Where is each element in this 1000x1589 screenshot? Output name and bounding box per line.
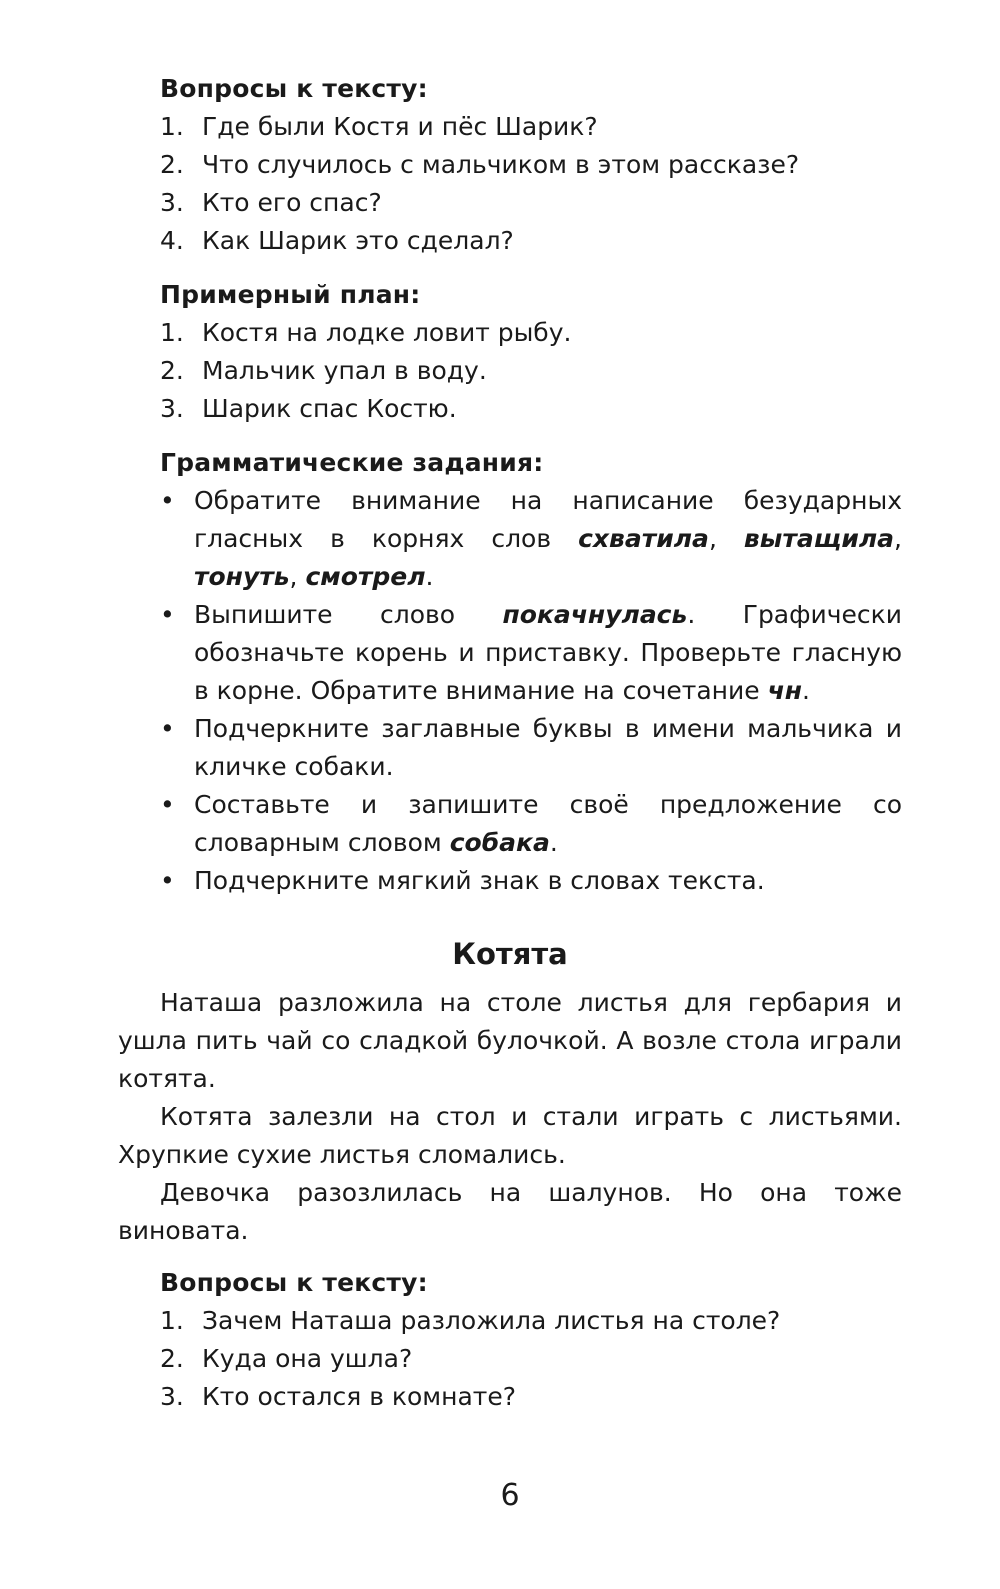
item-number: 3. (160, 188, 184, 217)
item-text: Мальчик упал в воду. (202, 356, 487, 385)
plan-item (160, 352, 920, 390)
task-text: Обратите внимание на написание безударных гласных в корнях слов (194, 486, 902, 553)
emphasized-word: вытащила (743, 524, 895, 553)
item-text: Что случилось с мальчиком в этом рассказе? (202, 150, 800, 179)
grammar-task (160, 482, 902, 596)
question-item (160, 146, 920, 184)
questions-heading: Вопросы к тексту: (160, 1268, 428, 1297)
emphasized-word: смотрел (305, 562, 426, 591)
item-number: 4. (160, 226, 184, 255)
emphasized-word: собака (449, 828, 550, 857)
question-item (160, 222, 920, 260)
item-text: Костя на лодке ловит рыбу. (202, 318, 572, 347)
question-item (160, 1340, 920, 1378)
question-item (160, 1302, 920, 1340)
plan-item (160, 314, 920, 352)
bullet-marker: • (160, 486, 175, 515)
item-text: Зачем Наташа разложила листья на столе? (202, 1306, 781, 1335)
item-number: 3. (160, 1382, 184, 1411)
questions-heading: Вопросы к тексту: (160, 74, 428, 103)
task-text: Выпишите слово (194, 600, 503, 629)
story-paragraph: Девочка разозлилась на шалунов. Но она тоже виновата. (118, 1178, 902, 1245)
grammar-task (160, 596, 902, 710)
task-text: Подчеркните мягкий знак в словах текста. (194, 866, 765, 895)
story-title: Котята (452, 937, 568, 971)
item-number: 2. (160, 1344, 184, 1373)
item-text: Куда она ушла? (202, 1344, 413, 1373)
item-text: Шарик спас Костю. (202, 394, 457, 423)
item-text: Кто его спас? (202, 188, 382, 217)
question-item (160, 184, 920, 222)
task-text: . (425, 562, 434, 591)
story-paragraph: Наташа разложила на столе листья для гербария и ушла пить чай со сладкой булочкой. А возле стола играли котята. (118, 988, 902, 1093)
item-text: Кто остался в комнате? (202, 1382, 517, 1411)
task-text: Составьте и запишите своё предложение со словарным словом (194, 790, 902, 857)
bullet-marker: • (160, 866, 175, 895)
item-number: 1. (160, 112, 184, 141)
emphasized-word: покачнулась (502, 600, 688, 629)
item-number: 2. (160, 150, 184, 179)
task-text: . (802, 676, 810, 705)
item-text: Где были Костя и пёс Шарик? (202, 112, 598, 141)
questions-list (160, 1302, 920, 1416)
plan-list (160, 314, 920, 428)
grammar-task (160, 862, 902, 900)
task-text: . Графически обозначьте корень и приставку. Проверьте гласную в корне. Обратите внимание на сочетание (194, 600, 902, 705)
grammar-heading: Грамматические задания: (160, 448, 544, 477)
plan-heading: Примерный план: (160, 280, 421, 309)
grammar-task-list (160, 482, 902, 900)
bullet-marker: • (160, 600, 175, 629)
task-text: . (549, 828, 558, 857)
question-item (160, 1378, 920, 1416)
bullet-marker: • (160, 790, 175, 819)
questions-list (160, 108, 920, 260)
grammar-task (160, 710, 902, 786)
task-text: Подчеркните заглавные буквы в имени мальчика и кличке собаки. (194, 714, 902, 781)
task-text: , (289, 562, 306, 591)
question-item (160, 108, 920, 146)
task-text: , (708, 524, 744, 553)
item-number: 1. (160, 318, 184, 347)
emphasized-word: тонуть (194, 562, 290, 591)
grammar-task (160, 786, 902, 862)
bullet-marker: • (160, 714, 175, 743)
item-text: Как Шарик это сделал? (202, 226, 514, 255)
page-number: 6 (500, 1478, 520, 1513)
story-paragraph: Котята залезли на стол и стали играть с листьями. Хрупкие сухие листья сломались. (118, 1102, 902, 1169)
plan-item (160, 390, 920, 428)
item-number: 1. (160, 1306, 184, 1335)
item-number: 2. (160, 356, 184, 385)
emphasized-word: схватила (578, 524, 709, 553)
task-text: , (894, 524, 902, 553)
item-number: 3. (160, 394, 184, 423)
emphasized-word: чн (767, 676, 803, 705)
